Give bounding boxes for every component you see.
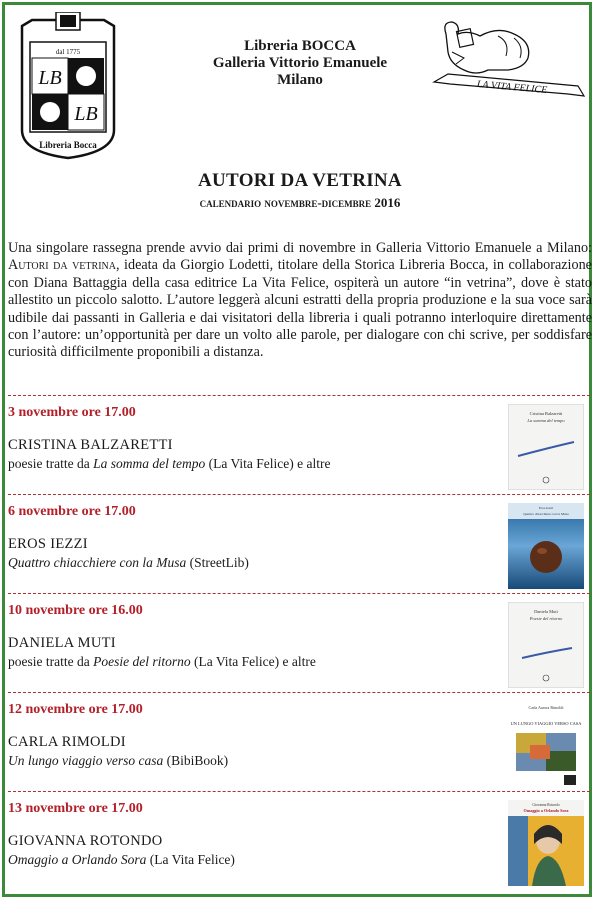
event-item (8, 494, 590, 593)
cover-author: Cristina Balzaretti (529, 411, 563, 416)
book-cover (508, 404, 584, 490)
event-author: EROS IEZZI (8, 536, 88, 552)
book-title: Poesie del ritorno (93, 654, 191, 669)
events-list (8, 395, 590, 890)
ribbon-text: LA VITA FELICE (476, 78, 548, 97)
cover-title: Poesie del ritorno (529, 616, 563, 621)
book-cover (508, 800, 584, 886)
cover-author: Daniela Muti (534, 609, 558, 614)
page-title: AUTORI DA VETRINA (198, 170, 402, 191)
page-subtitle (0, 195, 600, 211)
event-date: 10 novembre ore 16.00 (8, 603, 143, 618)
book-title: La somma del tempo (93, 456, 206, 471)
event-item (8, 395, 590, 494)
event-date: 6 novembre ore 17.00 (8, 504, 136, 519)
cover-title: Omaggio a Orlando Sora (523, 808, 569, 813)
subtitle-year: 2016 (374, 195, 401, 210)
cover-title: UN LUNGO VIAGGIO VERSO CASA (510, 721, 582, 726)
header-location: Galleria Vittorio Emanuele (212, 55, 388, 71)
subtitle-calendar: calendario novembre-dicembre (199, 195, 372, 210)
intro-paragraph (8, 240, 592, 362)
event-description: poesie tratte da Poesie del ritorno (La Vita Felice) e altre (8, 654, 316, 669)
event-description: Un lungo viaggio verso casa (BibiBook) (8, 753, 229, 768)
header-name: Libreria BOCCA (244, 38, 356, 54)
event-author: CARLA RIMOLDI (8, 734, 126, 750)
intro-series-name: Autori da vetrina (8, 257, 116, 274)
event-item (8, 692, 590, 791)
libreria-bocca-crest-logo (12, 12, 124, 160)
book-cover (508, 701, 584, 787)
intro-text-1: Una singolare rassegna prende avvio dai primi di novembre in Galleria Vittorio Emanuele a Milano: (8, 240, 592, 256)
header-city: Milano (277, 72, 323, 88)
event-item (8, 593, 590, 692)
bookstore-header (150, 38, 450, 89)
event-author: CRISTINA BALZARETTI (8, 437, 173, 453)
cover-author: Eros Iezzi (538, 506, 554, 510)
crest-bottom-text: Libreria Bocca (39, 140, 97, 150)
event-date: 13 novembre ore 17.00 (8, 801, 143, 816)
event-item (8, 791, 590, 890)
event-date: 3 novembre ore 17.00 (8, 405, 136, 420)
svg-text:LB: LB (74, 103, 98, 125)
event-description: Quattro chiacchiere con la Musa (StreetLib) (8, 555, 249, 570)
cover-author: Giovanna Rotondo (532, 803, 560, 807)
book-title: Omaggio a Orlando Sora (8, 852, 147, 867)
book-cover (508, 503, 584, 589)
event-author: DANIELA MUTI (8, 635, 116, 651)
book-cover (508, 602, 584, 688)
event-date: 12 novembre ore 17.00 (8, 702, 143, 717)
cover-title: Quattro chiacchiere con la Musa (523, 512, 569, 516)
event-description: Omaggio a Orlando Sora (La Vita Felice) (8, 852, 235, 867)
svg-text:LB: LB (38, 67, 62, 89)
crest-top-text: dal 1775 (55, 48, 81, 56)
cover-title: La somma del tempo (527, 418, 565, 423)
cover-author: Carla Aurora Rimoldi (528, 705, 564, 710)
event-author: GIOVANNA ROTONDO (8, 833, 163, 849)
intro-text-2: , ideata da Giorgio Lodetti, titolare della Storica Libreria Bocca, in collaborazione con Diana Battaggia della casa editrice La Vita Felice, ospiterà un autore “in vetrina”, dove è stato allestito un piccolo salotto. L’autore leggerà alcuni estratti della propria produzione e la sua voce sarà udibile dai passanti in Galleria e dai visitatori della libreria i quali potranno interloquire direttamente con l’autore: un’opportunità per dare un volto alle parole, per dialogare con chi scrive, per soddisfare curiosità difficilmente proponibili a distanza. (8, 257, 592, 361)
book-title: Un lungo viaggio verso casa (8, 753, 164, 768)
la-vita-felice-logo (428, 12, 588, 100)
event-description: poesie tratte da La somma del tempo (La Vita Felice) e altre (8, 456, 331, 471)
book-title: Quattro chiacchiere con la Musa (8, 555, 187, 570)
